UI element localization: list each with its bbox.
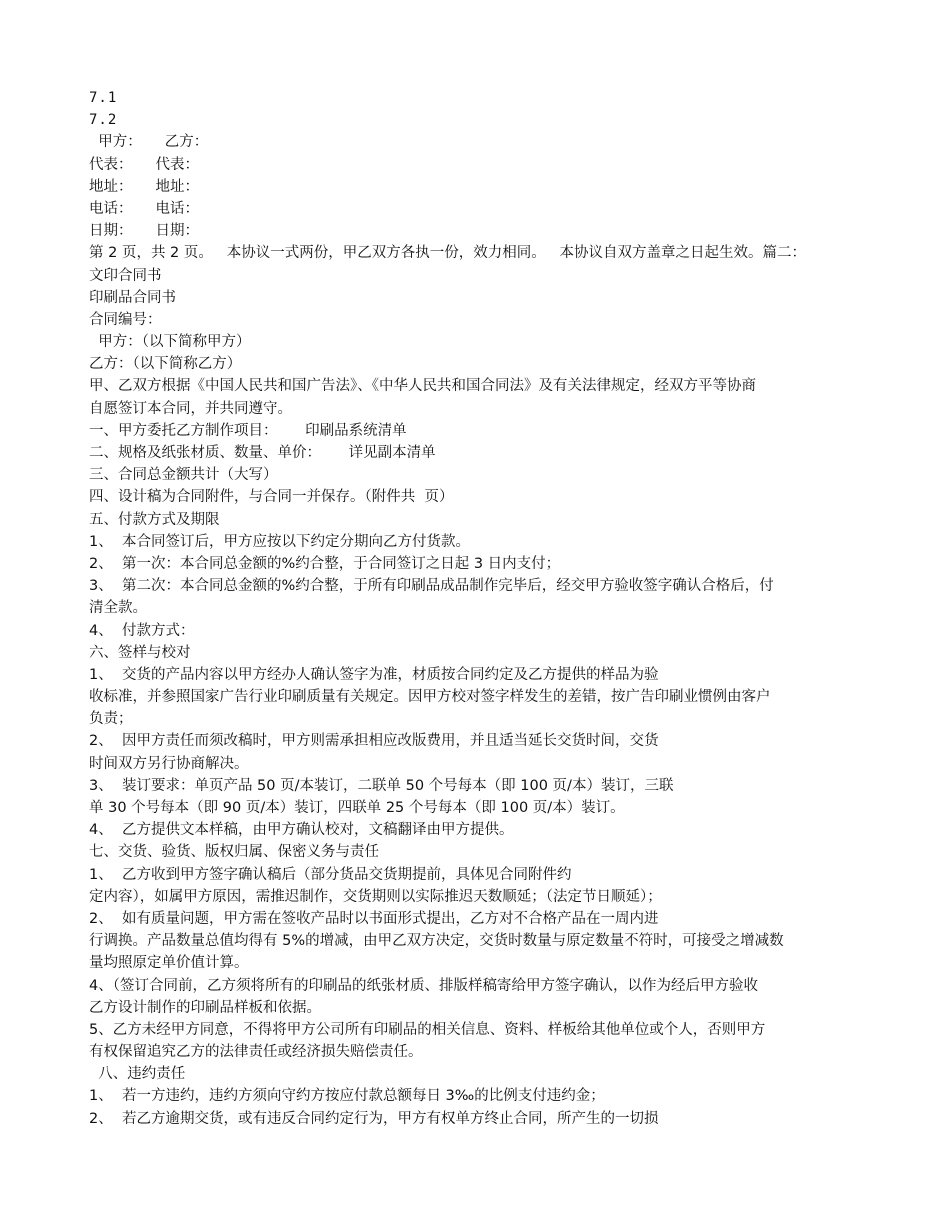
signature-address: 地址： 地址：: [89, 178, 200, 195]
section-number-7-1: 7.1: [89, 90, 118, 106]
proofing-item-continued: 单 30 个号每本（即 90 页/本）装订，四联单 25 个号每本（即 100 页/本）装订。: [89, 800, 625, 816]
clause-3: 三、合同总金额共计（大写）: [89, 467, 278, 484]
payment-item: 2、 第一次：本合同总金额的%约合整，于合同签订之日起 3 日内支付；: [89, 555, 561, 572]
delivery-item: 1、 乙方收到甲方签字确认稿后（部分货品交货期提前，具体见合同附件约: [89, 866, 572, 883]
party-a: 甲方：（以下简称甲方）: [89, 334, 251, 351]
payment-item: 4、 付款方式：: [89, 622, 195, 639]
preamble-line: 自愿签订本合同，并共同遵守。: [89, 400, 292, 417]
proofing-item-continued: 时间双方另行协商解决。: [89, 755, 249, 772]
signature-date: 日期： 日期：: [89, 223, 200, 240]
delivery-item-continued: 定内容），如属甲方原因，需推迟制作，交货期则以实际推迟天数顺延；（法定节日顺延）；: [89, 888, 662, 905]
section-heading-delivery: 七、交货、验货、版权归属、保密义务与责任: [89, 844, 379, 861]
section-number-7-2: 7.2: [89, 112, 118, 129]
signature-representative: 代表： 代表：: [89, 156, 200, 173]
signature-phone: 电话： 电话：: [89, 200, 200, 217]
liability-item: 1、 若一方违约，违约方须向守约方按应付款总额每日 3‰的比例支付违约金；: [89, 1088, 605, 1105]
proofing-item: 3、 装订要求：单页产品 50 页/本装订，二联单 50 个号每本（即 100 页/本）装订，三联: [89, 777, 674, 794]
clause-1: 一、甲方委托乙方制作项目： 印刷品系统清单: [89, 422, 407, 439]
page-footer-and-effect-clause: 第 2 页，共 2 页。 本协议一式两份，甲乙双方各执一份，效力相同。 本协议自双方盖章之日起生效。篇二：: [89, 245, 807, 262]
payment-item-continued: 清全款。: [89, 600, 147, 617]
clause-4: 四、设计稿为合同附件，与合同一并保存。（附件共 页）: [89, 489, 454, 506]
party-b: 乙方：（以下简称乙方）: [89, 356, 242, 373]
delivery-item-continued: 乙方设计制作的印刷品样板和依据。: [89, 999, 321, 1016]
clause-2: 二、规格及纸张材质、数量、单价： 详见副本清单: [89, 445, 436, 461]
liability-item: 2、 若乙方逾期交货，或有违反合同约定行为，甲方有权单方终止合同，所产生的一切损: [89, 1110, 659, 1127]
proofing-item-continued: 负责；: [89, 711, 133, 728]
contract-heading: 印刷品合同书: [89, 289, 176, 306]
proofing-item: 1、 交货的产品内容以甲方经办人确认签字为准，材质按合同约定及乙方提供的样品为验: [89, 666, 659, 683]
delivery-item: 5、乙方未经甲方同意，不得将甲方公司所有印刷品的相关信息、资料、样板给其他单位或个人，否则甲方: [89, 1021, 766, 1038]
proofing-item: 4、 乙方提供文本样稿，由甲方确认校对，文稿翻译由甲方提供。: [89, 822, 514, 839]
proofing-item-continued: 收标准，并参照国家广告行业印刷质量有关规定。因甲方校对签字样发生的差错，按广告印刷业惯例由客户: [89, 689, 771, 706]
payment-item: 3、 第二次：本合同总金额的%约合整，于所有印刷品成品制作完毕后，经交甲方验收签字确认合格后，付: [89, 578, 774, 595]
delivery-item: 4、（签订合同前，乙方须将所有的印刷品的纸张材质、排版样稿寄给甲方签字确认，以作为经后甲方验收: [89, 977, 758, 994]
document-body: [89, 87, 864, 1130]
contract-title-line: 文印合同书: [89, 267, 162, 284]
section-heading-payment: 五、付款方式及期限: [89, 511, 220, 528]
delivery-item: 2、 如有质量问题，甲方需在签收产品时以书面形式提出，乙方对不合格产品在一周内进: [89, 910, 659, 927]
section-heading-proofing: 六、签样与校对: [89, 644, 191, 661]
signature-party-labels: 甲方： 乙方：: [89, 134, 209, 151]
section-heading-liability: 八、违约责任: [89, 1066, 186, 1083]
delivery-item-continued: 行调换。产品数量总值均得有 5%的增减，由甲乙双方决定，交货时数量与原定数量不符时，可接受之增减数: [89, 933, 784, 950]
payment-item: 1、 本合同签订后，甲方应按以下约定分期向乙方付货款。: [89, 533, 470, 550]
proofing-item: 2、 因甲方责任而须改稿时，甲方则需承担相应改版费用，并且适当延长交货时间，交货: [89, 733, 659, 750]
delivery-item-continued: 量均照原定单价值计算。: [89, 955, 249, 972]
contract-number: 合同编号：: [89, 311, 162, 328]
delivery-item-continued: 有权保留追究乙方的法律责任或经济损失赔偿责任。: [89, 1044, 423, 1061]
preamble-line: 甲、乙双方根据《中国人民共和国广告法》、《中华人民共和国合同法》及有关法律规定，经双方平等协商: [89, 378, 756, 395]
